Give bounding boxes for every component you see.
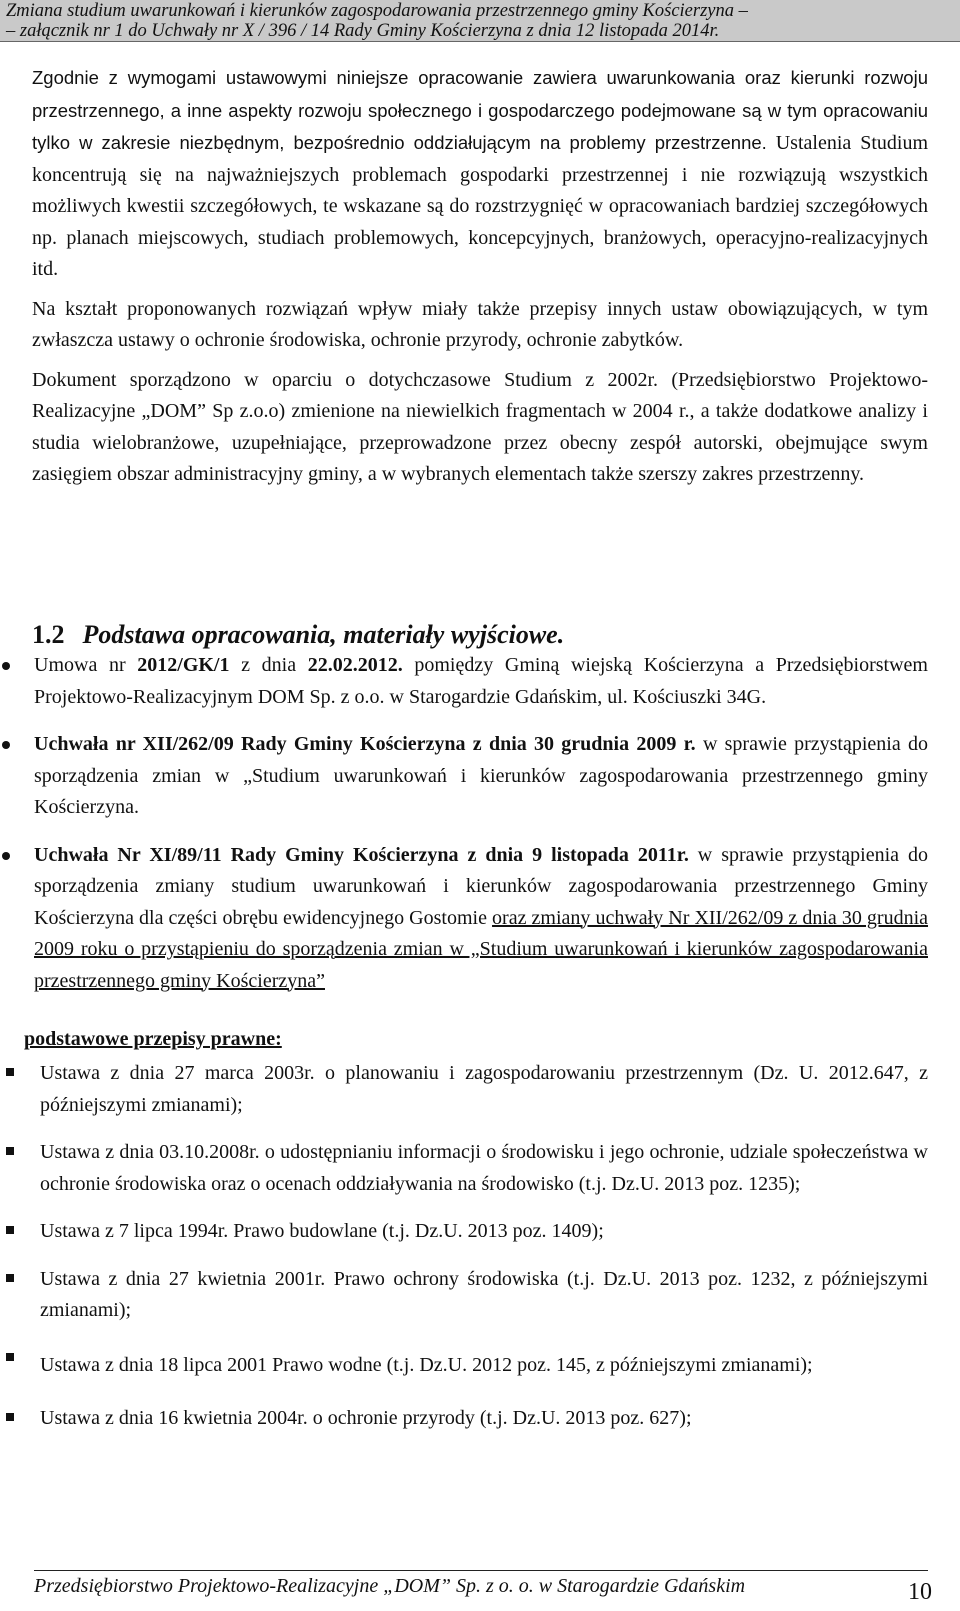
bullet-list (32, 650, 928, 1013)
document-footer (0, 1558, 960, 1611)
bullet-bold-text: 22.02.2012. (307, 654, 403, 676)
list-item (32, 1216, 928, 1248)
square-bullet-icon (6, 1274, 14, 1282)
intro-paragraph-2: Na kształt proponowanych rozwiązań wpływ miały także przepisy innych ustaw obowiązujących, w tym zwłaszcza ustawy o ochronie środowiska, ochronie przyrody, ochronie zabytków. (32, 297, 928, 351)
bullet-bold-text: Uchwała nr XII/262/09 Rady Gminy Kościerzyna z dnia 30 grudnia 2009 r. (34, 733, 696, 755)
bullet-text: pomiędzy Gminą wiejską Kościerzyna a Przedsiębiorstwem Projektowo-Realizacyjnym DOM Sp. z o.o. w Starogardzie Gdańskim, ul. Kościuszki 34G. (34, 654, 928, 708)
law-text: Ustawa z dnia 18 lipca 2001 Prawo wodne (t.j. Dz.U. 2012 poz. 145, z późniejszymi zmianami); (40, 1353, 813, 1376)
square-bullet-icon (6, 1147, 14, 1155)
bullet-text: w sprawie przystąpienia do sporządzenia zmiany studium uwarunkowań i kierunków zagospodarowania przestrzennego Gminy Kościerzyna dla części obrębu ewidencyjnego Gostomie (34, 843, 928, 929)
section-number: 1.2 (32, 620, 65, 649)
list-item (32, 1137, 928, 1200)
page-number: 10 (908, 1579, 932, 1605)
law-text: Ustawa z dnia 16 kwietnia 2004r. o ochronie przyrody (t.j. Dz.U. 2013 poz. 627); (40, 1406, 692, 1429)
law-text: Ustawa z dnia 27 kwietnia 2001r. Prawo ochrony środowiska (t.j. Dz.U. 2013 poz. 1232, z późniejszymi zmianami); (40, 1267, 928, 1321)
section-title: Podstawa opracowania, materiały wyjściowe. (82, 620, 565, 649)
square-bullet-icon (6, 1353, 14, 1361)
document-header (0, 0, 960, 42)
section-heading (32, 618, 564, 652)
bullet-dot-icon (2, 852, 10, 860)
bullet-underlined-text: oraz zmiany uchwały Nr XII/262/09 z dnia 30 grudnia 2009 roku o przystąpieniu do sporządzenia zmian w „Studium uwarunkowań i kierunków zagospodarowania przestrzennego gminy Kościerzyna” (34, 906, 929, 992)
intro-sans-text: Zgodnie z wymogami ustawowymi niniejsze opracowanie zawiera uwarunkowania oraz kierunki rozwoju przestrzennego, a inne aspekty rozwoju społecznego i gospodarczego podejmowane są w tym opracowaniu tylko w zakresie niezbędnym, bezpośrednio oddziałującym na problemy przestrzenne. (32, 67, 928, 153)
bullet-text: z dnia (229, 654, 308, 676)
list-item (32, 650, 928, 713)
intro-paragraph-1 (32, 62, 928, 286)
law-text: Ustawa z 7 lipca 1994r. Prawo budowlane (t.j. Dz.U. 2013 poz. 1409); (40, 1220, 604, 1242)
list-item (32, 840, 928, 998)
square-bullet-icon (6, 1226, 14, 1234)
footer-text: Przedsiębiorstwo Projektowo-Realizacyjne „DOM” Sp. z o. o. w Starogardzie Gdańskim (34, 1575, 746, 1597)
list-item (32, 1058, 928, 1121)
list-item (32, 1403, 928, 1435)
list-item (32, 1343, 928, 1387)
laws-list (32, 1058, 928, 1450)
intro-serif-text: Ustalenia Studium koncentrują się na najważniejszych problemach gospodarki przestrzennej i nie rozwiązują wszystkich możliwych kwestii szczegółowych, te wskazane są do rozstrzygnięć w opracowaniach bardziej szczegółowych np. planach miejscowych, studiach problemowych, koncepcyjnych, branżowych, operacyjno-realizacyjnych itd. (32, 132, 928, 280)
bullet-dot-icon (2, 662, 10, 670)
list-item (32, 1264, 928, 1327)
list-item (32, 729, 928, 824)
bullet-text: Umowa nr (34, 654, 138, 676)
intro-paragraph-3: Dokument sporządzono w oparciu o dotychczasowe Studium z 2002r. (Przedsiębiorstwo Projektowo-Realizacyjne „DOM” Sp z.o.o) zmienione na niewielkich fragmentach w 2004 r., a także dodatkowe analizy i studia wielobranżowe, uzupełniające, przeprowadzone przez obecny zespół autorski, obejmujące swym zasięgiem obszar administracyjny gminy, a w wybranych elementach także szerszy zakres przestrzenny. (32, 368, 928, 485)
bullet-text: w sprawie przystąpienia do sporządzenia zmian w „Studium uwarunkowań i kierunków zagospodarowania przestrzennego gminy Kościerzyna. (34, 733, 929, 818)
header-line-2: – załącznik nr 1 do Uchwały nr X / 396 / 14 Rady Gminy Kościerzyna z dnia 12 listopada 2014r. (6, 21, 720, 41)
bullet-dot-icon (2, 741, 10, 749)
bullet-bold-text: Uchwała Nr XI/89/11 Rady Gminy Kościerzyna z dnia 9 listopada 2011r. (34, 843, 689, 866)
footer-divider (34, 1570, 928, 1571)
square-bullet-icon (6, 1068, 14, 1076)
laws-heading: podstawowe przepisy prawne: (24, 1028, 282, 1050)
law-text: Ustawa z dnia 03.10.2008r. o udostępnianiu informacji o środowisku i jego ochronie, udziale społeczeństwa w ochronie środowiska oraz o ocenach oddziaływania na środowisko (t.j. Dz.U. 2013 poz. 1235); (40, 1141, 928, 1195)
bullet-bold-text: 2012/GK/1 (137, 654, 230, 676)
page-body (24, 62, 929, 1429)
header-line-1: Zmiana studium uwarunkowań i kierunków zagospodarowania przestrzennego gminy Kościerzyna – (6, 1, 748, 21)
square-bullet-icon (6, 1413, 14, 1421)
law-text: Ustawa z dnia 27 marca 2003r. o planowaniu i zagospodarowaniu przestrzennym (Dz. U. 2012.647, z późniejszymi zmianami); (40, 1062, 928, 1116)
